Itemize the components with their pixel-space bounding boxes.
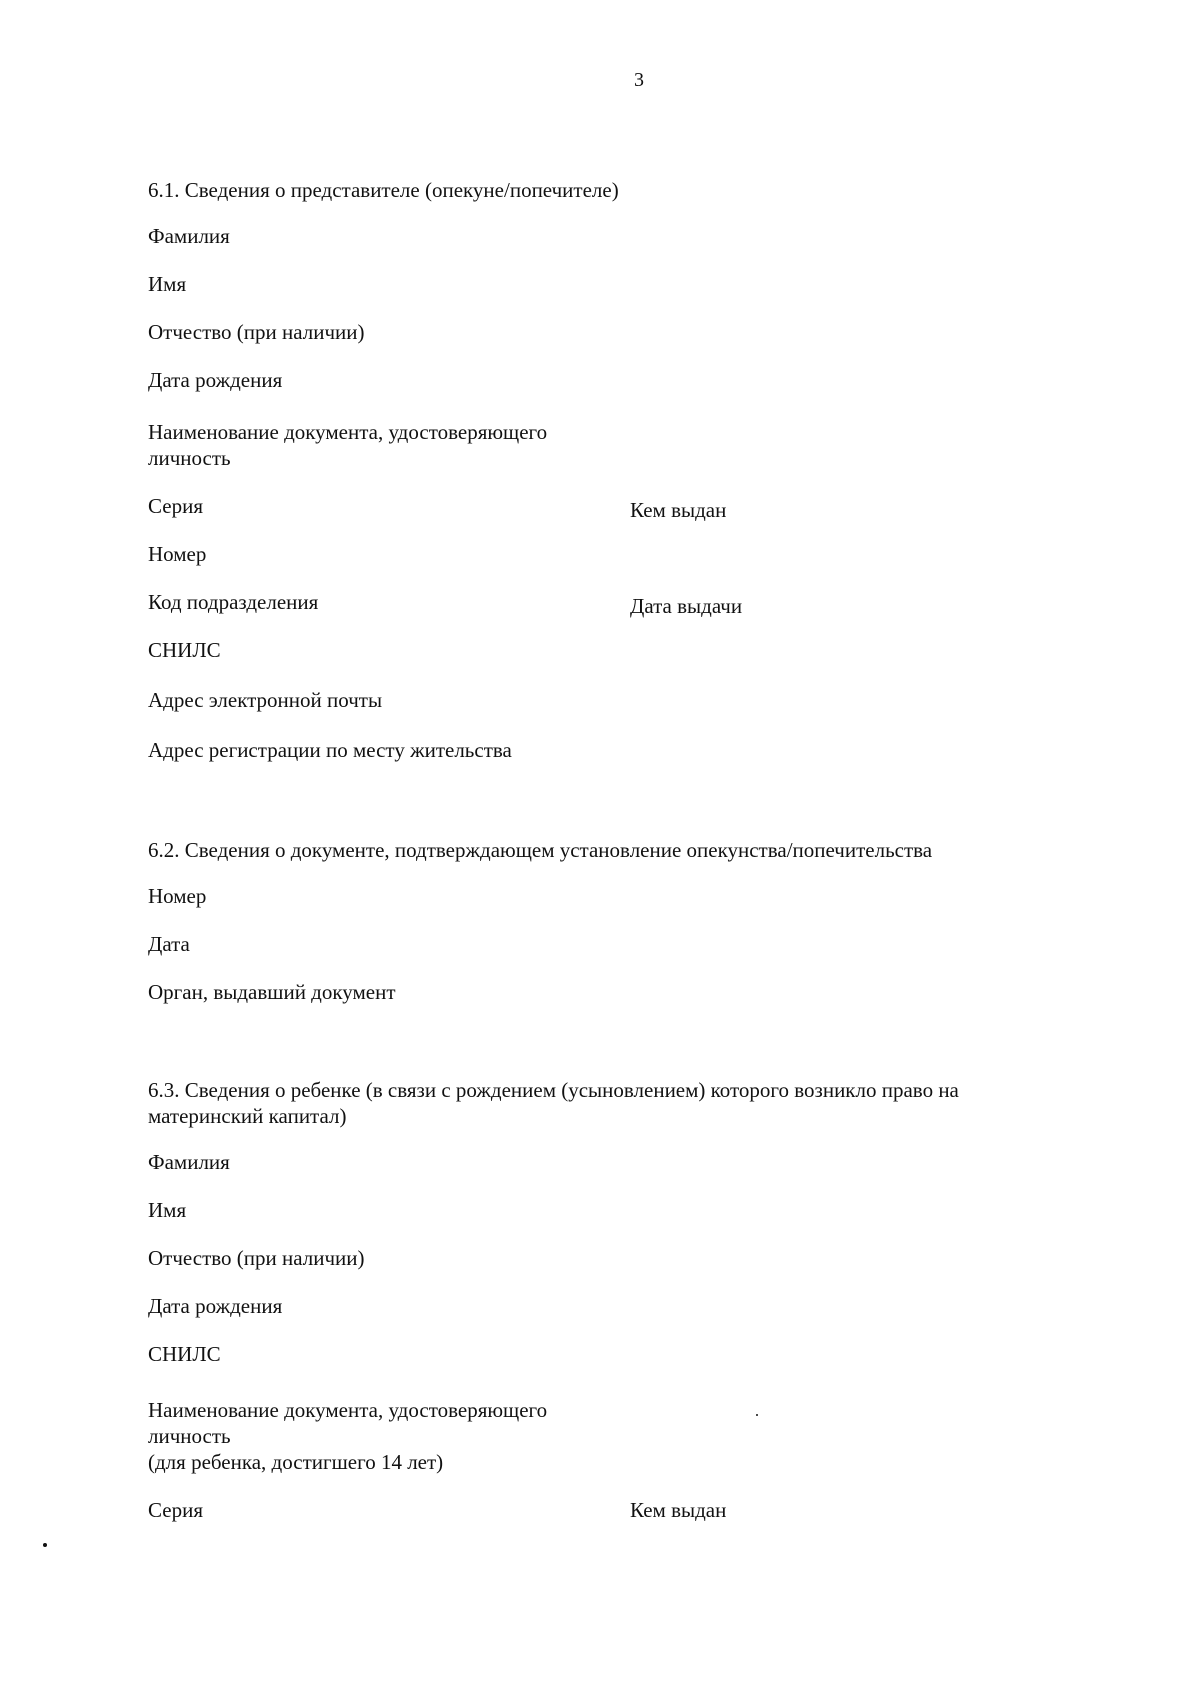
section-6-3-heading-line2: материнский капитал) xyxy=(148,1104,347,1128)
field-label-id-document-line2: личность xyxy=(148,446,231,470)
field-label-doc-issuer: Орган, выдавший документ xyxy=(148,980,396,1004)
scan-speck xyxy=(756,1414,758,1416)
field-label-number: Номер xyxy=(148,542,207,566)
field-label-doc-date: Дата xyxy=(148,932,190,956)
field-label-child-series: Серия xyxy=(148,1498,203,1522)
field-label-child-birth-date: Дата рождения xyxy=(148,1294,283,1318)
field-label-child-name: Имя xyxy=(148,1198,187,1222)
section-6-3-heading-line1: 6.3. Сведения о ребенке (в связи с рождением (усыновлением) которого возникло право на xyxy=(148,1078,959,1102)
field-label-issue-date: Дата выдачи xyxy=(630,594,743,618)
field-label-issued-by: Кем выдан xyxy=(630,498,727,522)
section-6-2-heading: 6.2. Сведения о документе, подтверждающем установление опекунства/попечительства xyxy=(148,838,933,862)
field-label-child-issued-by: Кем выдан xyxy=(630,1498,727,1522)
field-label-division-code: Код подразделения xyxy=(148,590,319,614)
field-label-series: Серия xyxy=(148,494,203,518)
field-label-child-id-document-line2: личность xyxy=(148,1424,231,1448)
page-number: 3 xyxy=(634,69,644,91)
field-label-doc-number: Номер xyxy=(148,884,207,908)
field-label-child-id-document-line1: Наименование документа, удостоверяющего xyxy=(148,1398,548,1422)
section-6-1-heading: 6.1. Сведения о представителе (опекуне/попечителе) xyxy=(148,178,619,202)
field-label-patronymic: Отчество (при наличии) xyxy=(148,320,365,344)
field-label-id-document-line1: Наименование документа, удостоверяющего xyxy=(148,420,548,444)
field-label-child-snils: СНИЛС xyxy=(148,1342,221,1366)
field-label-name: Имя xyxy=(148,272,187,296)
field-label-email: Адрес электронной почты xyxy=(148,688,383,712)
field-label-child-surname: Фамилия xyxy=(148,1150,230,1174)
field-label-reg-address: Адрес регистрации по месту жительства xyxy=(148,738,512,762)
scan-speck xyxy=(43,1543,47,1547)
field-label-snils: СНИЛС xyxy=(148,638,221,662)
field-label-child-id-document-line3: (для ребенка, достигшего 14 лет) xyxy=(148,1450,444,1474)
field-label-birth-date: Дата рождения xyxy=(148,368,283,392)
field-label-child-patronymic: Отчество (при наличии) xyxy=(148,1246,365,1270)
field-label-surname: Фамилия xyxy=(148,224,230,248)
